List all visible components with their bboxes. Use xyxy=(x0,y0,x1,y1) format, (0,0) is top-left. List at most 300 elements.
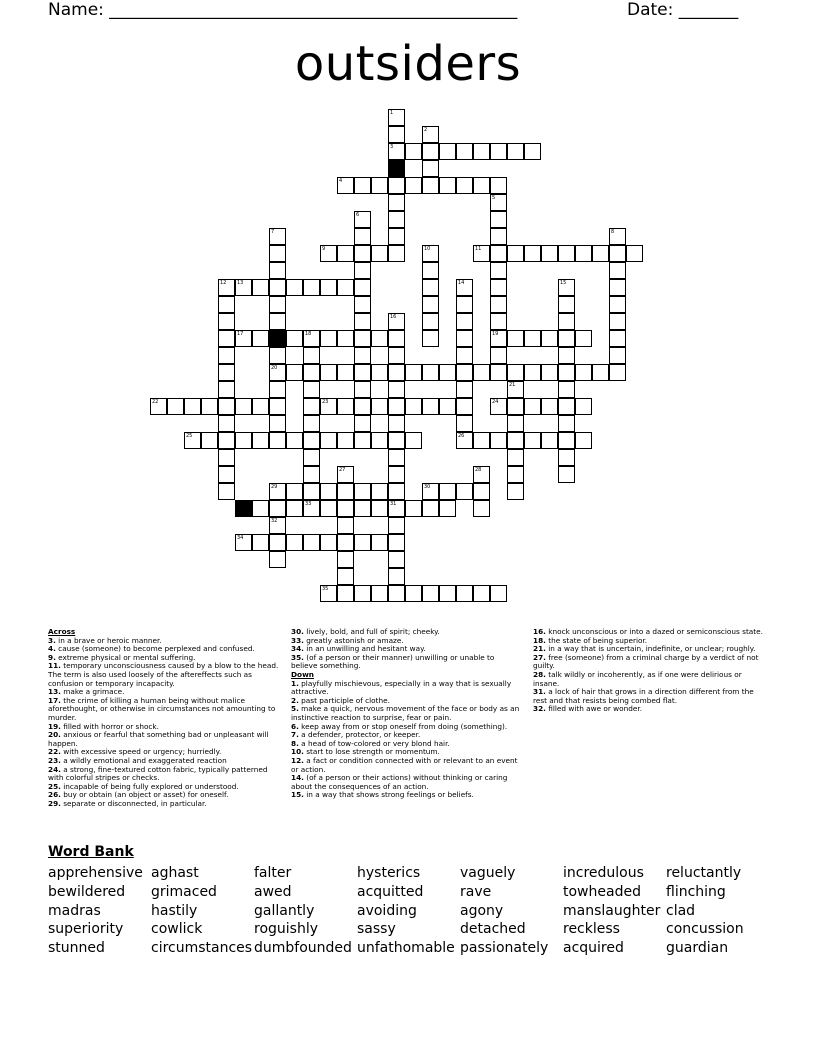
grid-cell[interactable] xyxy=(303,432,320,449)
grid-cell[interactable] xyxy=(473,177,490,194)
grid-cell[interactable] xyxy=(456,381,473,398)
grid-cell[interactable] xyxy=(507,483,524,500)
grid-cell[interactable] xyxy=(354,534,371,551)
word-bank-item: stunned xyxy=(48,940,105,957)
grid-cell[interactable] xyxy=(388,211,405,228)
grid-cell[interactable] xyxy=(269,279,286,296)
grid-cell[interactable] xyxy=(337,245,354,262)
grid-cell[interactable] xyxy=(456,177,473,194)
grid-cell[interactable] xyxy=(507,330,524,347)
grid-cell[interactable] xyxy=(405,500,422,517)
grid-cell[interactable] xyxy=(286,432,303,449)
grid-cell[interactable] xyxy=(490,296,507,313)
grid-cell[interactable] xyxy=(388,194,405,211)
grid-cell[interactable] xyxy=(422,364,439,381)
grid-cell[interactable] xyxy=(473,500,490,517)
grid-cell[interactable] xyxy=(422,177,439,194)
grid-cell[interactable] xyxy=(490,347,507,364)
grid-cell[interactable] xyxy=(422,262,439,279)
grid-cell[interactable] xyxy=(422,143,439,160)
grid-cell[interactable] xyxy=(371,177,388,194)
grid-cell[interactable] xyxy=(269,500,286,517)
grid-cell[interactable] xyxy=(218,330,235,347)
grid-cell[interactable] xyxy=(490,432,507,449)
grid-cell[interactable] xyxy=(405,177,422,194)
grid-cell[interactable] xyxy=(439,585,456,602)
grid-cell[interactable] xyxy=(626,245,643,262)
grid-cell[interactable] xyxy=(354,279,371,296)
grid-cell[interactable] xyxy=(609,262,626,279)
grid-cell[interactable] xyxy=(388,551,405,568)
grid-cell[interactable] xyxy=(490,143,507,160)
grid-cell[interactable] xyxy=(490,585,507,602)
across-clue: 19. filled with horror or shock. xyxy=(48,721,159,731)
grid-cell[interactable] xyxy=(337,534,354,551)
grid-cell[interactable] xyxy=(371,483,388,500)
grid-cell[interactable] xyxy=(184,398,201,415)
grid-cell[interactable] xyxy=(422,330,439,347)
word-bank-item: sassy xyxy=(357,921,396,938)
grid-cell[interactable] xyxy=(456,483,473,500)
grid-cell[interactable] xyxy=(337,551,354,568)
grid-cell[interactable] xyxy=(524,432,541,449)
grid-cell[interactable] xyxy=(371,500,388,517)
grid-cell[interactable] xyxy=(524,364,541,381)
grid-cell[interactable] xyxy=(524,398,541,415)
grid-cell[interactable] xyxy=(473,143,490,160)
grid-cell[interactable] xyxy=(388,483,405,500)
grid-cell[interactable] xyxy=(388,432,405,449)
grid-cell[interactable] xyxy=(405,364,422,381)
grid-cell[interactable] xyxy=(303,466,320,483)
grid-cell[interactable] xyxy=(286,483,303,500)
grid-cell[interactable] xyxy=(422,398,439,415)
grid-cell[interactable] xyxy=(286,279,303,296)
grid-cell[interactable] xyxy=(456,398,473,415)
grid-cell[interactable] xyxy=(422,296,439,313)
clue-number: 1 xyxy=(390,110,394,116)
clues-column-3 xyxy=(533,628,765,714)
clue-number: 19 xyxy=(492,331,499,337)
grid-cell[interactable] xyxy=(337,364,354,381)
clue-number: 24 xyxy=(492,399,499,405)
grid-cell[interactable] xyxy=(354,381,371,398)
grid-cell[interactable] xyxy=(405,398,422,415)
down-clue: 27. free (someone) from a criminal charge by a verdict of not guilty. xyxy=(533,652,759,671)
grid-cell[interactable] xyxy=(490,279,507,296)
grid-cell[interactable] xyxy=(422,160,439,177)
grid-cell[interactable] xyxy=(456,313,473,330)
grid-cell[interactable] xyxy=(354,330,371,347)
grid-cell[interactable] xyxy=(507,143,524,160)
grid-cell[interactable] xyxy=(354,228,371,245)
grid-cell[interactable] xyxy=(337,483,354,500)
grid-cell[interactable] xyxy=(558,415,575,432)
grid-cell[interactable] xyxy=(456,364,473,381)
clues-column-2 xyxy=(291,628,523,800)
grid-cell[interactable] xyxy=(541,432,558,449)
grid-cell[interactable] xyxy=(354,262,371,279)
grid-cell[interactable] xyxy=(371,534,388,551)
grid-cell[interactable] xyxy=(558,364,575,381)
grid-cell[interactable] xyxy=(371,330,388,347)
grid-cell[interactable] xyxy=(252,500,269,517)
grid-cell[interactable] xyxy=(405,585,422,602)
grid-cell[interactable] xyxy=(337,432,354,449)
grid-cell[interactable] xyxy=(609,364,626,381)
grid-cell[interactable] xyxy=(235,398,252,415)
word-bank-item: hastily xyxy=(151,902,198,919)
grid-cell[interactable] xyxy=(337,500,354,517)
grid-cell[interactable] xyxy=(354,296,371,313)
across-clue: 26. buy or obtain (an object or asset) for oneself. xyxy=(48,790,229,800)
grid-cell[interactable] xyxy=(303,364,320,381)
grid-cell[interactable] xyxy=(320,500,337,517)
grid-cell[interactable] xyxy=(303,449,320,466)
grid-cell[interactable] xyxy=(558,432,575,449)
clue-number: 10 xyxy=(424,246,431,252)
grid-cell[interactable] xyxy=(439,177,456,194)
grid-cell[interactable] xyxy=(269,551,286,568)
grid-cell[interactable] xyxy=(371,364,388,381)
grid-cell[interactable] xyxy=(456,330,473,347)
word-bank-item: acquired xyxy=(563,940,624,957)
grid-cell[interactable] xyxy=(456,347,473,364)
grid-cell[interactable] xyxy=(456,143,473,160)
grid-cell[interactable] xyxy=(558,398,575,415)
grid-cell[interactable] xyxy=(218,364,235,381)
clue-number: 29 xyxy=(271,484,278,490)
grid-cell[interactable] xyxy=(201,432,218,449)
grid-cell[interactable] xyxy=(439,398,456,415)
grid-cell[interactable] xyxy=(388,449,405,466)
grid-cell[interactable] xyxy=(490,313,507,330)
word-bank-item: aghast xyxy=(151,865,199,881)
grid-cell[interactable] xyxy=(354,245,371,262)
grid-cell[interactable] xyxy=(388,347,405,364)
grid-cell[interactable] xyxy=(473,364,490,381)
grid-cell[interactable] xyxy=(218,449,235,466)
clue-number: 16 xyxy=(390,314,397,320)
grid-cell[interactable] xyxy=(490,262,507,279)
grid-cell[interactable] xyxy=(337,330,354,347)
grid-cell[interactable] xyxy=(371,432,388,449)
grid-cell[interactable] xyxy=(490,211,507,228)
grid-cell[interactable] xyxy=(269,245,286,262)
grid-cell[interactable] xyxy=(218,415,235,432)
grid-cell[interactable] xyxy=(218,432,235,449)
grid-cell[interactable] xyxy=(456,585,473,602)
grid-cell[interactable] xyxy=(269,381,286,398)
grid-cell[interactable] xyxy=(388,517,405,534)
grid-cell[interactable] xyxy=(218,466,235,483)
grid-cell[interactable] xyxy=(269,313,286,330)
grid-cell[interactable] xyxy=(201,398,218,415)
clue-number: 6 xyxy=(356,212,360,218)
word-bank-title: Word Bank xyxy=(48,844,134,860)
grid-cell[interactable] xyxy=(558,245,575,262)
grid-cell[interactable] xyxy=(269,296,286,313)
across-clue: 30. lively, bold, and full of spirit; cheeky. xyxy=(291,627,440,636)
grid-cell[interactable] xyxy=(592,364,609,381)
grid-cell[interactable] xyxy=(524,330,541,347)
grid-cell[interactable] xyxy=(320,364,337,381)
grid-cell[interactable] xyxy=(337,398,354,415)
grid-cell[interactable] xyxy=(439,143,456,160)
grid-cell[interactable] xyxy=(490,177,507,194)
grid-cell[interactable] xyxy=(541,330,558,347)
grid-cell[interactable] xyxy=(422,585,439,602)
grid-cell[interactable] xyxy=(354,398,371,415)
grid-cell[interactable] xyxy=(456,296,473,313)
grid-cell[interactable] xyxy=(269,262,286,279)
clue-number: 33 xyxy=(305,501,312,507)
grid-cell[interactable] xyxy=(337,568,354,585)
grid-cell[interactable] xyxy=(439,483,456,500)
down-clue: 1. playfully mischievous, especially in a way that is sexually attractive. xyxy=(291,678,512,697)
grid-cell[interactable] xyxy=(354,364,371,381)
grid-cell[interactable] xyxy=(320,534,337,551)
grid-cell[interactable] xyxy=(507,245,524,262)
clue-number: 9 xyxy=(322,246,326,252)
word-bank-item: reckless xyxy=(563,921,620,938)
clue-number: 13 xyxy=(237,280,244,286)
black-cell xyxy=(235,500,252,517)
grid-cell[interactable] xyxy=(167,398,184,415)
grid-cell[interactable] xyxy=(507,449,524,466)
grid-cell[interactable] xyxy=(354,313,371,330)
grid-cell[interactable] xyxy=(337,585,354,602)
grid-cell[interactable] xyxy=(320,483,337,500)
word-bank-item: flinching xyxy=(666,883,726,900)
grid-cell[interactable] xyxy=(269,534,286,551)
grid-cell[interactable] xyxy=(286,534,303,551)
grid-cell[interactable] xyxy=(388,534,405,551)
grid-cell[interactable] xyxy=(252,330,269,347)
word-bank-item: apprehensive xyxy=(48,865,143,881)
grid-cell[interactable] xyxy=(286,364,303,381)
grid-cell[interactable] xyxy=(286,500,303,517)
grid-cell[interactable] xyxy=(388,381,405,398)
grid-cell[interactable] xyxy=(371,398,388,415)
word-bank-item: towheaded xyxy=(563,883,641,900)
grid-cell[interactable] xyxy=(456,415,473,432)
grid-cell[interactable] xyxy=(354,500,371,517)
grid-cell[interactable] xyxy=(422,279,439,296)
grid-cell[interactable] xyxy=(303,483,320,500)
grid-cell[interactable] xyxy=(354,347,371,364)
grid-cell[interactable] xyxy=(303,279,320,296)
word-bank-item: vaguely xyxy=(460,865,516,881)
grid-cell[interactable] xyxy=(575,364,592,381)
grid-cell[interactable] xyxy=(303,534,320,551)
grid-cell[interactable] xyxy=(269,432,286,449)
down-clue: 15. in a way that shows strong feelings or beliefs. xyxy=(291,790,474,800)
grid-cell[interactable] xyxy=(541,398,558,415)
grid-cell[interactable] xyxy=(405,143,422,160)
across-clue: 4. cause (someone) to become perplexed and confused. xyxy=(48,644,255,654)
grid-cell[interactable] xyxy=(558,296,575,313)
grid-cell[interactable] xyxy=(252,279,269,296)
clue-number: 14 xyxy=(458,280,465,286)
grid-cell[interactable] xyxy=(507,364,524,381)
word-bank-item: dumbfounded xyxy=(254,940,352,957)
grid-cell[interactable] xyxy=(320,279,337,296)
grid-cell[interactable] xyxy=(439,364,456,381)
clue-number: 15 xyxy=(560,280,567,286)
down-clue: 28. talk wildly or incoherently, as if one were delirious or insane. xyxy=(533,669,742,688)
clue-number: 20 xyxy=(271,365,278,371)
grid-cell[interactable] xyxy=(303,415,320,432)
grid-cell[interactable] xyxy=(473,432,490,449)
grid-cell[interactable] xyxy=(218,296,235,313)
grid-cell[interactable] xyxy=(541,364,558,381)
grid-cell[interactable] xyxy=(252,534,269,551)
grid-cell[interactable] xyxy=(269,415,286,432)
grid-cell[interactable] xyxy=(252,398,269,415)
grid-cell[interactable] xyxy=(609,279,626,296)
grid-cell[interactable] xyxy=(218,483,235,500)
grid-cell[interactable] xyxy=(490,364,507,381)
grid-cell[interactable] xyxy=(286,330,303,347)
across-clue: 24. a strong, fine-textured cotton fabric, typically patterned with colorful stripes or checks. xyxy=(48,764,268,783)
grid-cell[interactable] xyxy=(354,432,371,449)
grid-cell[interactable] xyxy=(609,313,626,330)
grid-cell[interactable] xyxy=(473,483,490,500)
grid-cell[interactable] xyxy=(422,313,439,330)
grid-cell[interactable] xyxy=(490,245,507,262)
grid-cell[interactable] xyxy=(218,313,235,330)
across-clue: 22. with excessive speed or urgency; hurriedly. xyxy=(48,747,222,757)
grid-cell[interactable] xyxy=(388,364,405,381)
grid-cell[interactable] xyxy=(337,517,354,534)
grid-cell[interactable] xyxy=(507,432,524,449)
across-clue: 35. (of a person or their manner) unwilling or unable to believe something. xyxy=(291,652,495,671)
grid-cell[interactable] xyxy=(558,381,575,398)
clue-number: 25 xyxy=(186,433,193,439)
grid-cell[interactable] xyxy=(405,432,422,449)
black-cell xyxy=(388,160,405,177)
black-cell xyxy=(269,330,286,347)
grid-cell[interactable] xyxy=(354,415,371,432)
grid-cell[interactable] xyxy=(388,245,405,262)
grid-cell[interactable] xyxy=(558,313,575,330)
across-clue: 9. extreme physical or mental suffering. xyxy=(48,652,196,662)
grid-cell[interactable] xyxy=(558,330,575,347)
grid-cell[interactable] xyxy=(337,279,354,296)
grid-cell[interactable] xyxy=(388,568,405,585)
grid-cell[interactable] xyxy=(507,415,524,432)
grid-cell[interactable] xyxy=(303,381,320,398)
grid-cell[interactable] xyxy=(320,330,337,347)
grid-cell[interactable] xyxy=(303,398,320,415)
grid-cell[interactable] xyxy=(354,585,371,602)
grid-cell[interactable] xyxy=(354,177,371,194)
grid-cell[interactable] xyxy=(235,432,252,449)
down-clue: 31. a lock of hair that grows in a direction different from the rest and that resists being combed flat. xyxy=(533,687,754,705)
grid-cell[interactable] xyxy=(609,347,626,364)
across-clue: 33. greatly astonish or amaze. xyxy=(291,635,404,645)
clue-number: 31 xyxy=(390,501,397,507)
down-clue: 7. a defender, protector, or keeper. xyxy=(291,730,421,740)
grid-cell[interactable] xyxy=(218,347,235,364)
grid-cell[interactable] xyxy=(388,466,405,483)
grid-cell[interactable] xyxy=(303,347,320,364)
clue-number: 30 xyxy=(424,484,431,490)
grid-cell[interactable] xyxy=(269,347,286,364)
clue-number: 35 xyxy=(322,586,329,592)
across-clue: 23. a wildly emotional and exaggerated reaction xyxy=(48,755,227,765)
word-bank-item: cowlick xyxy=(151,921,203,938)
grid-cell[interactable] xyxy=(575,432,592,449)
grid-cell[interactable] xyxy=(558,347,575,364)
grid-cell[interactable] xyxy=(218,398,235,415)
grid-cell[interactable] xyxy=(609,296,626,313)
down-clue: 32. filled with awe or wonder. xyxy=(533,704,643,714)
grid-cell[interactable] xyxy=(575,245,592,262)
clue-number: 11 xyxy=(475,246,482,252)
grid-cell[interactable] xyxy=(439,500,456,517)
grid-cell[interactable] xyxy=(388,126,405,143)
grid-cell[interactable] xyxy=(507,398,524,415)
word-bank-item: gallantly xyxy=(254,902,315,919)
grid-cell[interactable] xyxy=(388,177,405,194)
grid-cell[interactable] xyxy=(541,245,558,262)
grid-cell[interactable] xyxy=(388,585,405,602)
grid-cell[interactable] xyxy=(558,449,575,466)
grid-cell[interactable] xyxy=(320,432,337,449)
word-bank-item: reluctantly xyxy=(666,865,742,881)
grid-cell[interactable] xyxy=(388,398,405,415)
grid-cell[interactable] xyxy=(592,245,609,262)
word-bank-item: agony xyxy=(460,902,504,919)
grid-cell[interactable] xyxy=(388,228,405,245)
clue-number: 26 xyxy=(458,433,465,439)
word-bank-item: detached xyxy=(460,921,526,938)
grid-cell[interactable] xyxy=(524,143,541,160)
grid-cell[interactable] xyxy=(371,585,388,602)
clue-number: 7 xyxy=(271,229,275,235)
grid-cell[interactable] xyxy=(524,245,541,262)
grid-cell[interactable] xyxy=(490,228,507,245)
grid-cell[interactable] xyxy=(609,245,626,262)
grid-cell[interactable] xyxy=(507,466,524,483)
grid-cell[interactable] xyxy=(609,330,626,347)
page-title: outsiders xyxy=(294,36,522,92)
grid-cell[interactable] xyxy=(388,330,405,347)
grid-cell[interactable] xyxy=(269,398,286,415)
grid-cell[interactable] xyxy=(354,483,371,500)
clue-number: 8 xyxy=(611,229,615,235)
clue-number: 21 xyxy=(509,382,516,388)
down-clue: 10. start to lose strength or momentum. xyxy=(291,747,440,757)
grid-cell[interactable] xyxy=(575,398,592,415)
grid-cell[interactable] xyxy=(558,466,575,483)
grid-cell[interactable] xyxy=(422,500,439,517)
word-bank-item: roguishly xyxy=(254,921,319,938)
grid-cell[interactable] xyxy=(575,330,592,347)
grid-cell[interactable] xyxy=(473,585,490,602)
word-bank-item: guardian xyxy=(666,940,729,957)
down-clue: 2. past participle of clothe. xyxy=(291,695,390,705)
word-bank-item: incredulous xyxy=(563,865,644,881)
name-line: Name: ________________________________________________ xyxy=(48,0,518,20)
grid-cell[interactable] xyxy=(388,415,405,432)
across-clue: 11. temporary unconsciousness caused by a blow to the head. The term is also used loosely of the aftereffects such as confusion or temporary incapacity. xyxy=(48,661,279,688)
grid-cell[interactable] xyxy=(218,381,235,398)
grid-cell[interactable] xyxy=(371,245,388,262)
grid-cell[interactable] xyxy=(252,432,269,449)
